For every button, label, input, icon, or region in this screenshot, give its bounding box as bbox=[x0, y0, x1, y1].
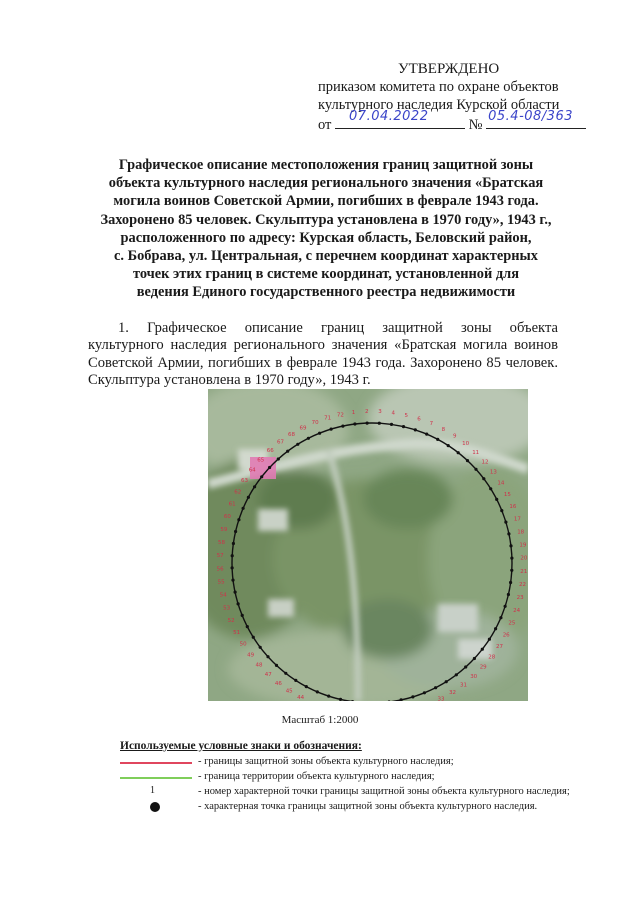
number-label: № bbox=[468, 117, 483, 133]
boundary-point-label: 57 bbox=[216, 553, 224, 559]
legend-text: - граница территории объекта культурного наследия; bbox=[198, 771, 435, 782]
boundary-point-label: 47 bbox=[264, 672, 272, 679]
boundary-point bbox=[510, 557, 513, 560]
boundary-point bbox=[482, 477, 485, 480]
boundary-point bbox=[509, 581, 512, 584]
boundary-point-label: 46 bbox=[274, 680, 282, 687]
boundary-point bbox=[489, 487, 492, 490]
document-title bbox=[76, 156, 576, 302]
boundary-point bbox=[247, 496, 250, 499]
boundary-point bbox=[510, 569, 513, 572]
legend-text: - характерная точка границы защитной зоны объекта культурного наследия. bbox=[198, 801, 538, 812]
boundary-point bbox=[464, 665, 467, 668]
satellite-map bbox=[208, 389, 528, 701]
boundary-point bbox=[260, 475, 263, 478]
boundary-point bbox=[246, 625, 249, 628]
title-line: объекта культурного наследия регионального значения «Братская bbox=[108, 175, 544, 192]
map-svg bbox=[208, 389, 528, 701]
boundary-point bbox=[305, 685, 308, 688]
red-line-symbol bbox=[120, 762, 192, 764]
boundary-point-label: 13 bbox=[489, 469, 497, 476]
legend-row-territory-boundary bbox=[120, 770, 600, 785]
title-line: расположенного по адресу: Курская область, Беловский район, bbox=[120, 229, 532, 246]
boundary-point-label: 6 bbox=[417, 416, 421, 423]
section-1-paragraph bbox=[88, 320, 558, 390]
boundary-point-label: 58 bbox=[218, 539, 225, 546]
boundary-point bbox=[234, 530, 237, 533]
boundary-point bbox=[495, 498, 498, 501]
boundary-point bbox=[318, 432, 321, 435]
boundary-point-label: 16 bbox=[509, 504, 517, 511]
title-line: Захоронено 85 человек. Скульптура установлена в 1970 году», 1943 г., bbox=[100, 211, 552, 228]
boundary-point-label: 56 bbox=[216, 566, 224, 573]
legend-heading: Используемые условные знаки и обозначения: bbox=[120, 740, 362, 752]
boundary-point-label: 55 bbox=[217, 579, 225, 586]
boundary-point-label: 15 bbox=[503, 492, 511, 498]
boundary-point bbox=[237, 518, 240, 521]
boundary-point bbox=[259, 646, 262, 649]
approval-stamp-block bbox=[318, 60, 618, 134]
boundary-point bbox=[296, 443, 299, 446]
point-number-symbol: 1 bbox=[150, 785, 155, 796]
boundary-point-label: 3 bbox=[378, 409, 382, 416]
boundary-point-label: 61 bbox=[228, 501, 236, 508]
boundary-point-label: 63 bbox=[241, 478, 248, 485]
boundary-point bbox=[414, 428, 417, 431]
boundary-point bbox=[474, 468, 477, 471]
boundary-point-label: 21 bbox=[520, 569, 528, 575]
boundary-point-label: 68 bbox=[288, 432, 295, 439]
boundary-point-label: 69 bbox=[299, 425, 307, 432]
boundary-point-label: 31 bbox=[460, 682, 467, 689]
boundary-point bbox=[447, 444, 450, 447]
boundary-point-label: 71 bbox=[324, 415, 332, 422]
boundary-point-label: 14 bbox=[497, 480, 505, 487]
boundary-point bbox=[457, 451, 460, 454]
boundary-point-label: 30 bbox=[470, 674, 478, 680]
boundary-point-label: 19 bbox=[519, 542, 527, 549]
boundary-point-label: 52 bbox=[227, 617, 235, 624]
boundary-point bbox=[316, 690, 319, 693]
green-line-symbol bbox=[120, 777, 192, 779]
boundary-point-label: 29 bbox=[479, 664, 487, 671]
boundary-point-label: 26 bbox=[502, 632, 510, 639]
boundary-point-label: 5 bbox=[404, 412, 408, 419]
boundary-point-label: 22 bbox=[519, 582, 526, 589]
legend-row-point bbox=[120, 800, 600, 815]
boundary-point bbox=[507, 532, 510, 535]
boundary-point-label: 24 bbox=[513, 608, 521, 614]
title-line: Графическое описание местоположения границ защитной зоны bbox=[118, 157, 534, 173]
boundary-point bbox=[494, 627, 497, 630]
boundary-point bbox=[504, 521, 507, 524]
boundary-point bbox=[434, 686, 437, 689]
approval-heading: УТВЕРЖДЕНО bbox=[398, 61, 500, 77]
title-line: ведения Единого государственного реестра недвижимости bbox=[136, 284, 516, 301]
boundary-point-label: 10 bbox=[462, 441, 470, 448]
section-1-first-line: 1. Графическое описание границ защитной зоны объекта bbox=[118, 320, 558, 336]
boundary-point bbox=[277, 457, 280, 460]
from-label: от bbox=[318, 117, 332, 133]
boundary-point-label: 2 bbox=[364, 409, 369, 416]
boundary-point bbox=[286, 450, 289, 453]
boundary-point bbox=[378, 422, 381, 425]
legend-text: - границы защитной зоны объекта культурного наследия; bbox=[198, 756, 454, 767]
boundary-point bbox=[499, 616, 502, 619]
boundary-point bbox=[488, 638, 491, 641]
boundary-point-label: 20 bbox=[520, 555, 528, 562]
boundary-point-label: 11 bbox=[472, 449, 480, 456]
boundary-point bbox=[242, 507, 245, 510]
boundary-point bbox=[445, 680, 448, 683]
boundary-point bbox=[423, 691, 426, 694]
boundary-point bbox=[231, 566, 234, 569]
boundary-point-label: 50 bbox=[239, 641, 247, 648]
boundary-point-label: 33 bbox=[437, 696, 445, 701]
boundary-point-label: 1 bbox=[351, 410, 356, 417]
point-dot-symbol bbox=[150, 802, 160, 812]
boundary-point-label: 62 bbox=[234, 489, 242, 496]
boundary-point bbox=[481, 648, 484, 651]
boundary-point bbox=[466, 459, 469, 462]
boundary-point bbox=[234, 591, 237, 594]
boundary-point-label: 49 bbox=[247, 652, 255, 659]
boundary-point bbox=[268, 466, 271, 469]
boundary-point bbox=[402, 425, 405, 428]
boundary-point-label: 44 bbox=[297, 695, 305, 701]
boundary-point bbox=[425, 433, 428, 436]
approval-line-2: культурного наследия Курской области bbox=[318, 97, 560, 113]
approval-line-1: приказом комитета по охране объектов bbox=[318, 79, 559, 95]
title-line: точек этих границ в системе координат, установленной для bbox=[132, 266, 520, 283]
boundary-point-label: 72 bbox=[336, 412, 344, 419]
boundary-point-label: 4 bbox=[391, 410, 395, 417]
section-1-rest: культурного наследия регионального значения «Братская могила воинов Советской Армии, погибших в феврале 1943 года. Захоронено 85 человек. Скульптура установлена в 1970 году», 1943 г. bbox=[88, 337, 558, 389]
boundary-point-label: 18 bbox=[517, 529, 525, 536]
boundary-point bbox=[507, 593, 510, 596]
boundary-point bbox=[509, 544, 512, 547]
boundary-point bbox=[231, 579, 234, 582]
boundary-point-label: 17 bbox=[513, 516, 521, 523]
map-scale: Масштаб 1:2000 bbox=[281, 714, 359, 726]
boundary-point bbox=[500, 509, 503, 512]
boundary-point bbox=[232, 542, 235, 545]
legend bbox=[120, 740, 600, 815]
number-underline bbox=[486, 109, 586, 129]
title-line: могила воинов Советской Армии, погибших в феврале 1943 года. bbox=[113, 193, 539, 210]
boundary-point-label: 27 bbox=[496, 643, 503, 650]
date-underline bbox=[335, 109, 465, 129]
boundary-point bbox=[411, 695, 414, 698]
boundary-point-label: 65 bbox=[257, 457, 265, 464]
title-line: с. Бобрава, ул. Центральная, с перечнем координат характерных bbox=[114, 248, 538, 265]
legend-row-zone-boundary bbox=[120, 755, 600, 770]
approval-number: 05.4-08/363 bbox=[488, 109, 573, 124]
boundary-point-label: 12 bbox=[481, 459, 489, 466]
boundary-point bbox=[241, 614, 244, 617]
boundary-point bbox=[307, 437, 310, 440]
boundary-point bbox=[473, 657, 476, 660]
boundary-point-label: 59 bbox=[220, 526, 228, 533]
boundary-point bbox=[455, 673, 458, 676]
boundary-point-label: 48 bbox=[255, 662, 263, 669]
boundary-point bbox=[436, 438, 439, 441]
legend-row-point-number bbox=[120, 785, 600, 800]
boundary-point bbox=[237, 602, 240, 605]
boundary-point-label: 51 bbox=[233, 630, 241, 636]
boundary-point-label: 32 bbox=[449, 689, 456, 696]
approval-date-number-line bbox=[318, 109, 618, 134]
boundary-point-label: 23 bbox=[516, 595, 524, 602]
boundary-point-label: 25 bbox=[508, 620, 516, 627]
boundary-point bbox=[253, 485, 256, 488]
boundary-point bbox=[231, 554, 234, 557]
boundary-point-label: 64 bbox=[248, 467, 256, 474]
legend-text: - номер характерной точки границы защитной зоны объекта культурного наследия; bbox=[198, 786, 570, 797]
boundary-point bbox=[353, 422, 356, 425]
boundary-point bbox=[339, 698, 342, 701]
boundary-point bbox=[330, 428, 333, 431]
boundary-point bbox=[275, 664, 278, 667]
boundary-point-label: 28 bbox=[488, 654, 496, 661]
boundary-point-label: 8 bbox=[441, 426, 446, 433]
boundary-point-label: 53 bbox=[223, 605, 231, 612]
boundary-point bbox=[327, 695, 330, 698]
aerial-background bbox=[208, 389, 528, 701]
boundary-point-label: 7 bbox=[429, 421, 434, 428]
boundary-point bbox=[341, 425, 344, 428]
boundary-point-label: 54 bbox=[219, 592, 227, 599]
boundary-point-label: 9 bbox=[453, 433, 457, 440]
boundary-point bbox=[366, 422, 369, 425]
boundary-point-label: 66 bbox=[266, 448, 274, 454]
boundary-point bbox=[390, 423, 393, 426]
boundary-point-label: 45 bbox=[285, 688, 293, 695]
boundary-point-label: 60 bbox=[223, 514, 231, 520]
approval-date: 07.04.2022 bbox=[349, 109, 429, 124]
boundary-point-label: 70 bbox=[311, 420, 319, 427]
boundary-point-label: 67 bbox=[277, 439, 284, 446]
boundary-point bbox=[294, 679, 297, 682]
boundary-point bbox=[284, 672, 287, 675]
boundary-point bbox=[252, 636, 255, 639]
boundary-point bbox=[266, 655, 269, 658]
boundary-point bbox=[504, 605, 507, 608]
